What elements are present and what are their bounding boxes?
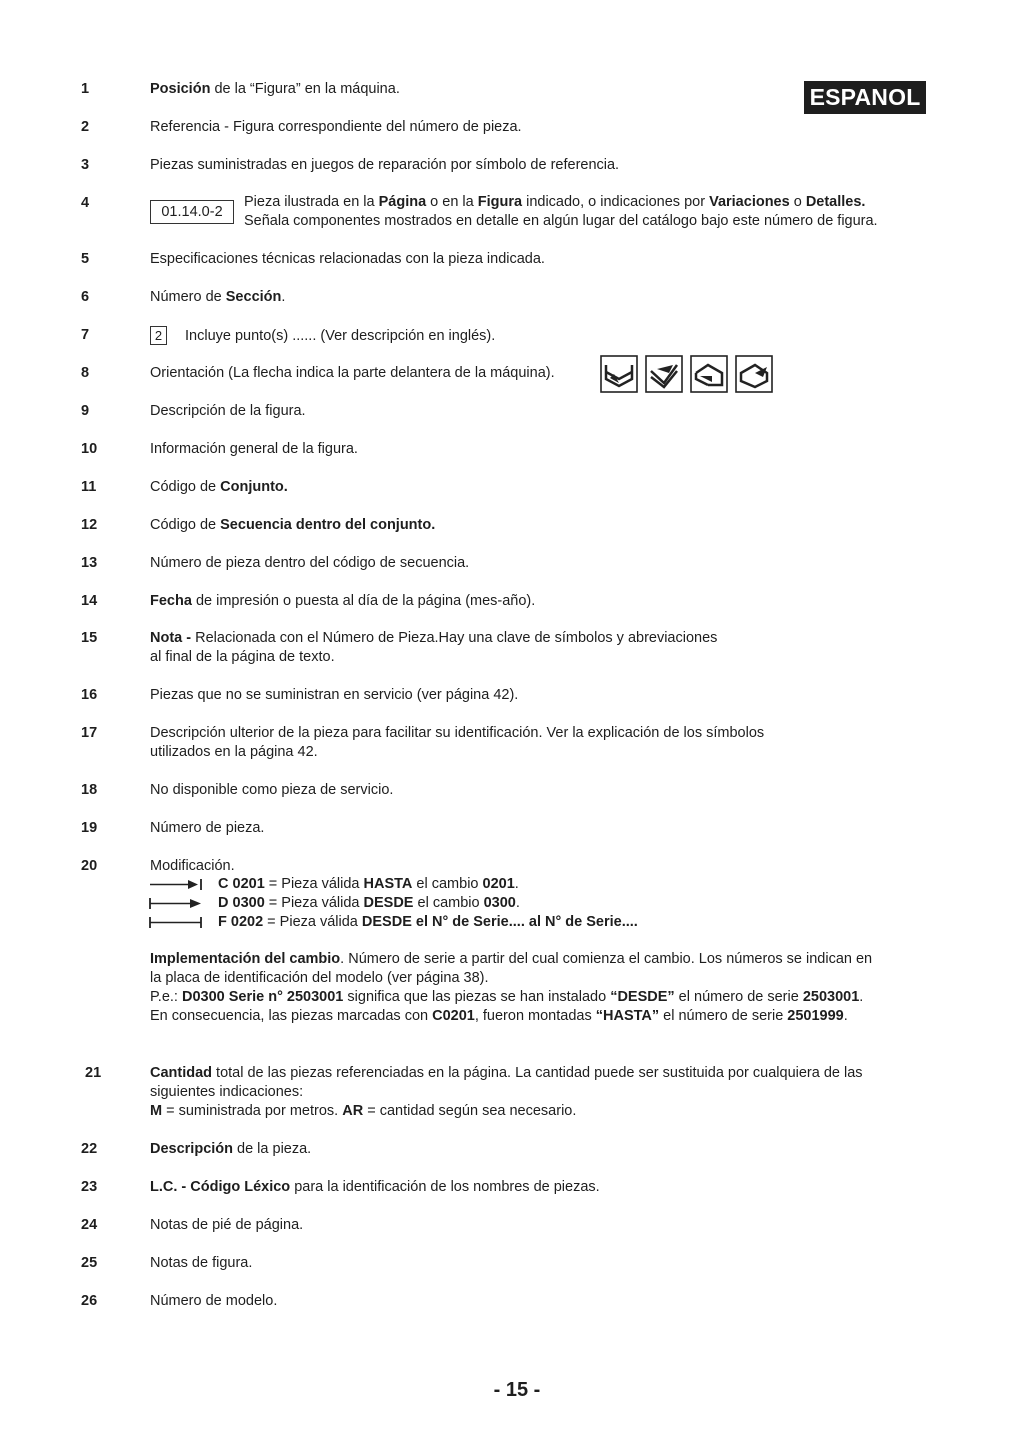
- item-number: 25: [81, 1255, 98, 1271]
- item-number: 2: [81, 119, 90, 135]
- item-number: 17: [81, 725, 98, 741]
- orientation-rear-right-icon: [735, 355, 773, 393]
- item-text: Notas de figura.: [150, 1255, 253, 1271]
- item-number: 4: [81, 195, 90, 211]
- item-number: 12: [81, 517, 98, 533]
- item-text: Código de Conjunto.: [150, 479, 288, 495]
- item-text: Especificaciones técnicas relacionadas con la pieza indicada.: [150, 251, 545, 267]
- item-number: 3: [81, 157, 90, 173]
- item-text: Código de Secuencia dentro del conjunto.: [150, 517, 436, 533]
- item-text: L.C. - Código Léxico para la identificación de los nombres de piezas.: [150, 1179, 600, 1195]
- item-text: Nota - Relacionada con el Número de Pieza.Hay una clave de símbolos y abreviaciones al final de la página de texto.: [150, 630, 718, 665]
- item-text: No disponible como pieza de servicio.: [150, 782, 394, 798]
- change-code-f: F 0202 = Pieza válida DESDE el N° de Serie.... al N° de Serie....: [218, 914, 638, 930]
- item-text: Número de modelo.: [150, 1293, 278, 1309]
- until-arrow-icon: [148, 875, 204, 894]
- item-number: 8: [81, 365, 90, 381]
- item-text: Fecha de impresión o puesta al día de la página (mes-año).: [150, 593, 536, 609]
- item-number: 9: [81, 403, 90, 419]
- item-number: 19: [81, 820, 98, 836]
- item-number: 24: [81, 1217, 98, 1233]
- change-arrow-icons: [148, 875, 204, 932]
- from-arrow-icon: [148, 894, 204, 913]
- item-text: Cantidad total de las piezas referenciadas en la página. La cantidad puede ser sustituida por cualquiera de las siguientes indicaciones: M = suministrada por metros. AR = cantidad según sea necesario.: [150, 1065, 863, 1119]
- item-text: Modificación.: [150, 858, 235, 874]
- item-text: Piezas suministradas en juegos de reparación por símbolo de referencia.: [150, 157, 620, 173]
- kit-box: 2: [150, 326, 167, 345]
- item-text: Notas de pié de página.: [150, 1217, 304, 1233]
- item-text: 2 Incluye punto(s) ...... (Ver descripción en inglés).: [150, 326, 940, 346]
- item-text: Descripción de la figura.: [150, 403, 306, 419]
- item-number: 20: [81, 858, 98, 874]
- orientation-icons: [600, 355, 776, 397]
- item-number: 5: [81, 251, 90, 267]
- orientation-rear-left-icon: [690, 355, 728, 393]
- item-number: 16: [81, 687, 98, 703]
- page-number: - 15 -: [493, 1379, 541, 1401]
- item-text: Número de pieza dentro del código de secuencia.: [150, 555, 470, 571]
- item-number: 1: [81, 81, 90, 97]
- reference-box: 01.14.0-2: [150, 200, 234, 224]
- item-number: 26: [81, 1293, 98, 1309]
- item-number: 22: [81, 1141, 98, 1157]
- item-number: 11: [81, 479, 97, 495]
- item-number: 10: [81, 441, 98, 457]
- item-text: Número de pieza.: [150, 820, 265, 836]
- item-text: Información general de la figura.: [150, 441, 358, 457]
- item-text: Descripción de la pieza.: [150, 1141, 312, 1157]
- item-number: 23: [81, 1179, 98, 1195]
- item-text: Número de Sección.: [150, 289, 286, 305]
- change-code-c: C 0201 = Pieza válida HASTA el cambio 0201.: [218, 876, 519, 892]
- language-badge: ESPANOL: [804, 81, 926, 114]
- orientation-front-right-icon: [645, 355, 683, 393]
- item-text: Orientación (La flecha indica la parte delantera de la máquina).: [150, 365, 555, 381]
- item-number: 15: [81, 630, 98, 646]
- item-number: 21: [85, 1065, 102, 1081]
- item-number: 13: [81, 555, 98, 571]
- item-number: 6: [81, 289, 90, 305]
- item-text: Posición de la “Figura” en la máquina.: [150, 81, 400, 97]
- item-number: 7: [81, 327, 90, 343]
- item-text: Referencia - Figura correspondiente del número de pieza.: [150, 119, 522, 135]
- item-text: Descripción ulterior de la pieza para facilitar su identificación. Ver la explicación de los símbolos utilizados en la página 42.: [150, 725, 765, 760]
- orientation-front-left-icon: [600, 355, 638, 393]
- item-number: 14: [81, 593, 98, 609]
- change-code-d: D 0300 = Pieza válida DESDE el cambio 0300.: [218, 895, 520, 911]
- item-text: Pieza ilustrada en la Página o en la Figura indicado, o indicaciones por Variaciones o Detalles. Señala componentes mostrados en detalle en algún lugar del catálogo bajo este número de figura.: [244, 194, 878, 229]
- item-number: 18: [81, 782, 98, 798]
- item-text: Piezas que no se suministran en servicio (ver página 42).: [150, 687, 519, 703]
- range-arrow-icon: [148, 913, 204, 932]
